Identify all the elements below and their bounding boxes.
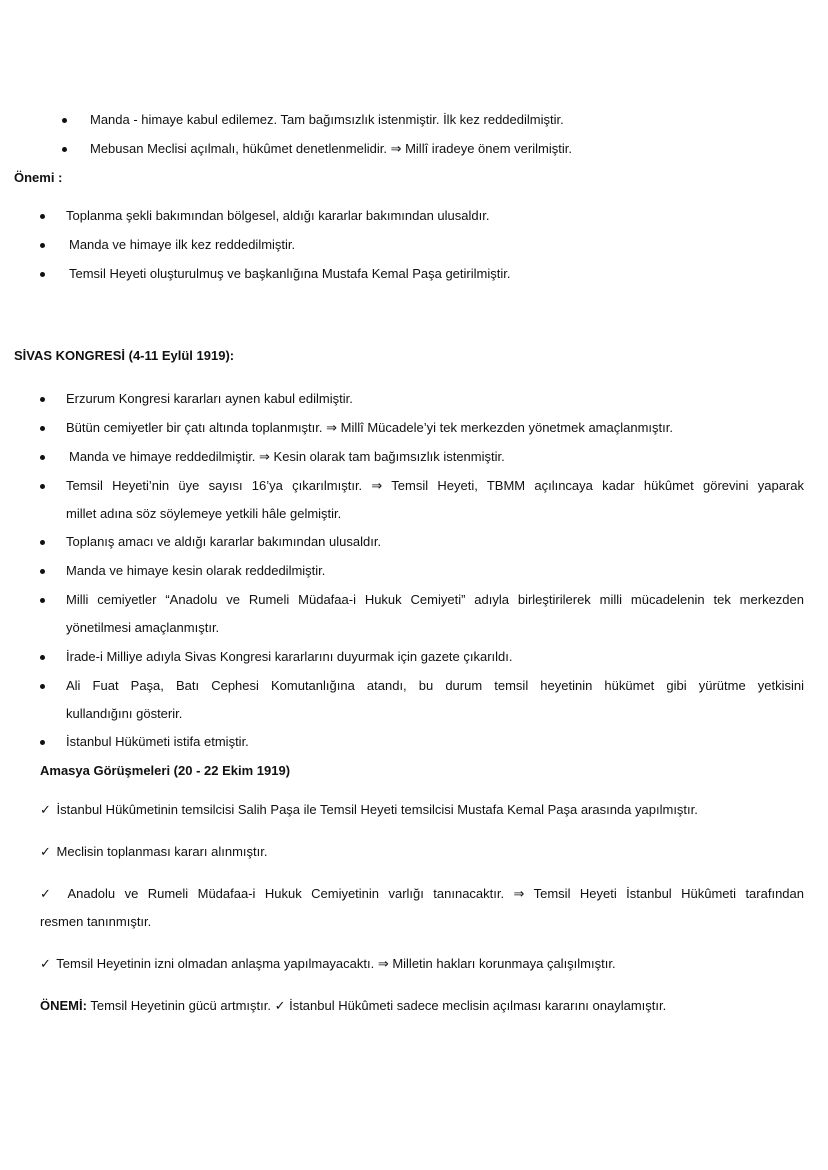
list-item: Manda ve himaye ilk kez reddedilmiştir.: [69, 237, 296, 252]
check-icon: ✓: [40, 844, 51, 859]
list-item-text: Anadolu ve Rumeli Müdafaa-i Hukuk Cemiyetinin varlığı tanınacaktır. ⇒ Temsil Heyeti İstanbul Hükûmeti tarafından: [67, 886, 804, 901]
list-item: Erzurum Kongresi kararları aynen kabul edilmiştir.: [66, 391, 353, 406]
list-item: Manda ve himaye reddedilmiştir. ⇒ Kesin olarak tam bağımsızlık istenmiştir.: [69, 449, 505, 464]
list-item-continuation: millet adına söz söylemeye yetkili hâle gelmiştir.: [66, 506, 342, 521]
check-icon: ✓: [40, 956, 51, 971]
list-item: Toplanış amacı ve aldığı kararlar bakımından ulusaldır.: [66, 534, 382, 549]
list-item-text: Meclisin toplanması kararı alınmıştır.: [56, 844, 268, 859]
onemi-summary: [40, 998, 666, 1014]
list-item-text: İstanbul Hükûmetinin temsilcisi Salih Paşa ile Temsil Heyeti temsilcisi Mustafa Kemal Paşa arasında yapılmıştır.: [56, 802, 698, 817]
list-item: Temsil Heyeti’nin üye sayısı 16’ya çıkarılmıştır. ⇒ Temsil Heyeti, TBMM açılıncaya kadar hükûmet görevini yaparak: [66, 478, 804, 493]
list-item: Mebusan Meclisi açılmalı, hükûmet denetlenmelidir. ⇒ Millî iradeye önem verilmiştir.: [90, 141, 572, 156]
bullet-icon: [40, 740, 45, 745]
list-item: Ali Fuat Paşa, Batı Cephesi Komutanlığına atandı, bu durum temsil heyetinin hükümet gibi yürütme yetkisini: [66, 678, 804, 693]
list-item: İrade-i Milliye adıyla Sivas Kongresi kararlarını duyurmak için gazete çıkarıldı.: [66, 649, 513, 664]
bullet-icon: [62, 147, 67, 152]
section-heading-sivas: SİVAS KONGRESİ (4-11 Eylül 1919):: [14, 348, 235, 363]
list-item: Milli cemiyetler “Anadolu ve Rumeli Müdafaa-i Hukuk Cemiyeti” adıyla birleştirilerek milli mücadelenin tek merkezden: [66, 592, 804, 607]
onemi-label: ÖNEMİ:: [40, 998, 87, 1013]
bullet-icon: [40, 484, 45, 489]
section-heading-onemi: Önemi :: [14, 170, 63, 185]
list-item: Manda - himaye kabul edilemez. Tam bağımsızlık istenmiştir. İlk kez reddedilmiştir.: [90, 112, 564, 127]
bullet-icon: [40, 397, 45, 402]
bullet-icon: [40, 272, 45, 277]
list-item: Bütün cemiyetler bir çatı altında toplanmıştır. ⇒ Millî Mücadele’yi tek merkezden yönetmek amaçlanmıştır.: [66, 420, 673, 435]
list-item: [40, 956, 616, 972]
bullet-icon: [40, 655, 45, 660]
bullet-icon: [40, 426, 45, 431]
list-item: Temsil Heyeti oluşturulmuş ve başkanlığına Mustafa Kemal Paşa getirilmiştir.: [69, 266, 511, 281]
check-icon: ✓: [40, 886, 57, 901]
bullet-icon: [40, 569, 45, 574]
list-item: Manda ve himaye kesin olarak reddedilmiştir.: [66, 563, 326, 578]
check-icon: ✓: [40, 802, 51, 817]
list-item: İstanbul Hükümeti istifa etmiştir.: [66, 734, 249, 749]
bullet-icon: [40, 684, 45, 689]
bullet-icon: [40, 598, 45, 603]
list-item-continuation: yönetilmesi amaçlanmıştır.: [66, 620, 220, 635]
list-item: [40, 802, 698, 818]
list-item-text: Temsil Heyetinin izni olmadan anlaşma yapılmayacaktı. ⇒ Milletin hakları korunmaya çalışılmıştır.: [56, 956, 616, 971]
bullet-icon: [40, 540, 45, 545]
list-item-continuation: kullandığını gösterir.: [66, 706, 183, 721]
bullet-icon: [40, 455, 45, 460]
list-item: [40, 844, 268, 860]
list-item-continuation: resmen tanınmıştır.: [40, 914, 152, 929]
bullet-icon: [40, 243, 45, 248]
list-item: Toplanma şekli bakımından bölgesel, aldığı kararlar bakımından ulusaldır.: [66, 208, 490, 223]
bullet-icon: [40, 214, 45, 219]
section-heading-amasya: Amasya Görüşmeleri (20 - 22 Ekim 1919): [40, 763, 291, 778]
list-item: [40, 886, 804, 902]
bullet-icon: [62, 118, 67, 123]
onemi-text: Temsil Heyetinin gücü artmıştır. ✓ İstanbul Hükûmeti sadece meclisin açılması kararını onaylamıştır.: [90, 998, 667, 1013]
